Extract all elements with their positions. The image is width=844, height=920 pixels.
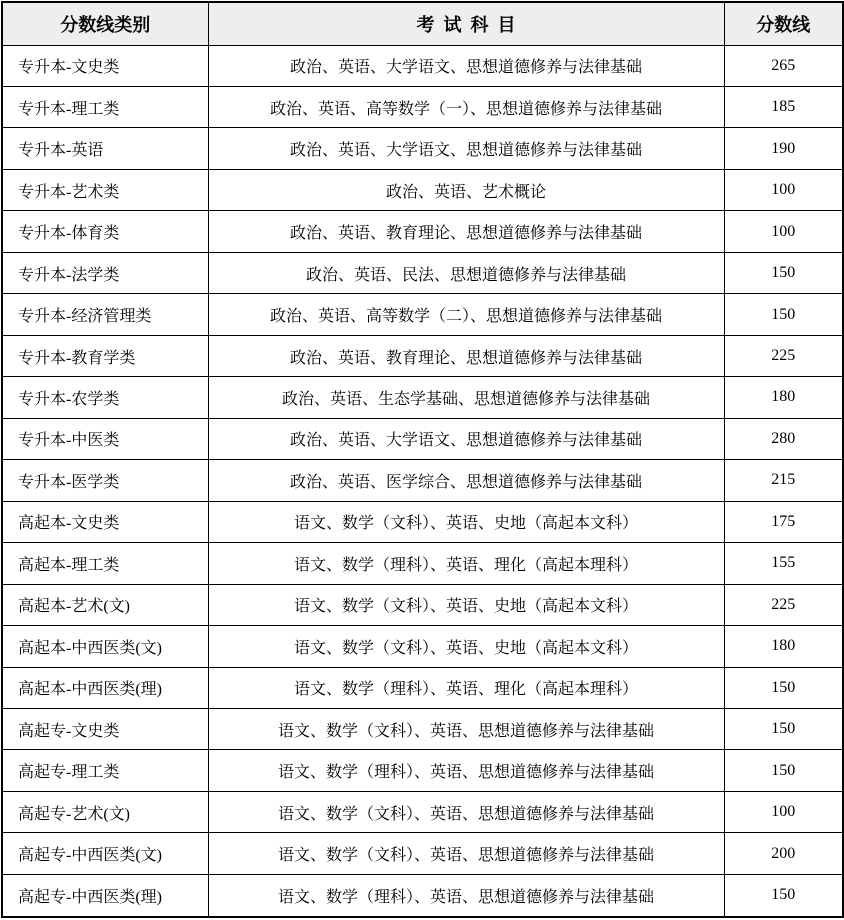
cell-subjects: 政治、英语、大学语文、思想道德修养与法律基础: [208, 128, 724, 169]
table-row: [2, 709, 843, 750]
cell-subjects: 语文、数学（理科）、英语、理化（高起本理科）: [208, 543, 724, 584]
table-row: [2, 45, 843, 86]
table-row: [2, 418, 843, 459]
header-row: [2, 2, 843, 45]
table-row: [2, 501, 843, 542]
cell-score: 185: [724, 86, 843, 127]
cell-category: 专升本-农学类: [2, 377, 208, 418]
cell-score: 175: [724, 501, 843, 542]
cell-subjects: 语文、数学（文科）、英语、史地（高起本文科）: [208, 501, 724, 542]
table-row: [2, 833, 843, 874]
table-header: [2, 2, 843, 45]
cell-category: 专升本-教育学类: [2, 335, 208, 376]
cell-subjects: 政治、英语、教育理论、思想道德修养与法律基础: [208, 335, 724, 376]
header-cell-subjects: 考 试 科 目: [208, 2, 724, 45]
cell-subjects: 政治、英语、艺术概论: [208, 169, 724, 210]
cell-category: 专升本-中医类: [2, 418, 208, 459]
cell-score: 280: [724, 418, 843, 459]
cell-subjects: 政治、英语、民法、思想道德修养与法律基础: [208, 252, 724, 293]
cell-score: 150: [724, 294, 843, 335]
cell-score: 150: [724, 667, 843, 708]
cell-category: 专升本-理工类: [2, 86, 208, 127]
table-row: [2, 460, 843, 501]
cell-category: 高起本-理工类: [2, 543, 208, 584]
cell-category: 专升本-艺术类: [2, 169, 208, 210]
cell-category: 高起本-中西医类(文): [2, 626, 208, 667]
score-line-table: [1, 1, 844, 918]
cell-category: 专升本-文史类: [2, 45, 208, 86]
table-row: [2, 750, 843, 791]
cell-subjects: 语文、数学（理科）、英语、理化（高起本理科）: [208, 667, 724, 708]
cell-category: 专升本-法学类: [2, 252, 208, 293]
cell-score: 180: [724, 377, 843, 418]
cell-score: 215: [724, 460, 843, 501]
cell-score: 265: [724, 45, 843, 86]
table-row: [2, 294, 843, 335]
cell-score: 225: [724, 584, 843, 625]
header-cell-score: 分数线: [724, 2, 843, 45]
cell-category: 高起专-理工类: [2, 750, 208, 791]
cell-category: 高起专-中西医类(文): [2, 833, 208, 874]
table-row: [2, 128, 843, 169]
cell-category: 高起专-中西医类(理): [2, 874, 208, 917]
cell-score: 180: [724, 626, 843, 667]
cell-category: 专升本-经济管理类: [2, 294, 208, 335]
cell-score: 190: [724, 128, 843, 169]
cell-category: 高起本-文史类: [2, 501, 208, 542]
cell-score: 100: [724, 169, 843, 210]
cell-category: 专升本-英语: [2, 128, 208, 169]
cell-subjects: 语文、数学（文科）、英语、思想道德修养与法律基础: [208, 833, 724, 874]
cell-score: 150: [724, 252, 843, 293]
cell-score: 100: [724, 791, 843, 832]
cell-category: 高起专-艺术(文): [2, 791, 208, 832]
table-row: [2, 252, 843, 293]
cell-score: 150: [724, 750, 843, 791]
cell-subjects: 语文、数学（文科）、英语、史地（高起本文科）: [208, 626, 724, 667]
cell-subjects: 政治、英语、高等数学（二）、思想道德修养与法律基础: [208, 294, 724, 335]
table-row: [2, 667, 843, 708]
cell-category: 专升本-体育类: [2, 211, 208, 252]
header-cell-category: 分数线类别: [2, 2, 208, 45]
cell-category: 高起专-文史类: [2, 709, 208, 750]
cell-score: 150: [724, 709, 843, 750]
cell-category: 高起本-中西医类(理): [2, 667, 208, 708]
table-row: [2, 791, 843, 832]
cell-subjects: 政治、英语、医学综合、思想道德修养与法律基础: [208, 460, 724, 501]
table-row: [2, 335, 843, 376]
cell-subjects: 语文、数学（文科）、英语、思想道德修养与法律基础: [208, 709, 724, 750]
table-row: [2, 874, 843, 917]
cell-subjects: 政治、英语、大学语文、思想道德修养与法律基础: [208, 418, 724, 459]
table-row: [2, 626, 843, 667]
cell-category: 专升本-医学类: [2, 460, 208, 501]
cell-subjects: 政治、英语、高等数学（一）、思想道德修养与法律基础: [208, 86, 724, 127]
cell-subjects: 语文、数学（文科）、英语、史地（高起本文科）: [208, 584, 724, 625]
cell-subjects: 政治、英语、大学语文、思想道德修养与法律基础: [208, 45, 724, 86]
table-row: [2, 543, 843, 584]
cell-score: 100: [724, 211, 843, 252]
table-row: [2, 584, 843, 625]
cell-subjects: 语文、数学（文科）、英语、思想道德修养与法律基础: [208, 791, 724, 832]
cell-score: 155: [724, 543, 843, 584]
table-body: [2, 45, 843, 917]
cell-subjects: 语文、数学（理科）、英语、思想道德修养与法律基础: [208, 874, 724, 917]
table-row: [2, 86, 843, 127]
table-row: [2, 377, 843, 418]
cell-subjects: 语文、数学（理科）、英语、思想道德修养与法律基础: [208, 750, 724, 791]
table-row: [2, 211, 843, 252]
table-row: [2, 169, 843, 210]
cell-score: 150: [724, 874, 843, 917]
cell-category: 高起本-艺术(文): [2, 584, 208, 625]
cell-score: 200: [724, 833, 843, 874]
cell-score: 225: [724, 335, 843, 376]
cell-subjects: 政治、英语、教育理论、思想道德修养与法律基础: [208, 211, 724, 252]
cell-subjects: 政治、英语、生态学基础、思想道德修养与法律基础: [208, 377, 724, 418]
